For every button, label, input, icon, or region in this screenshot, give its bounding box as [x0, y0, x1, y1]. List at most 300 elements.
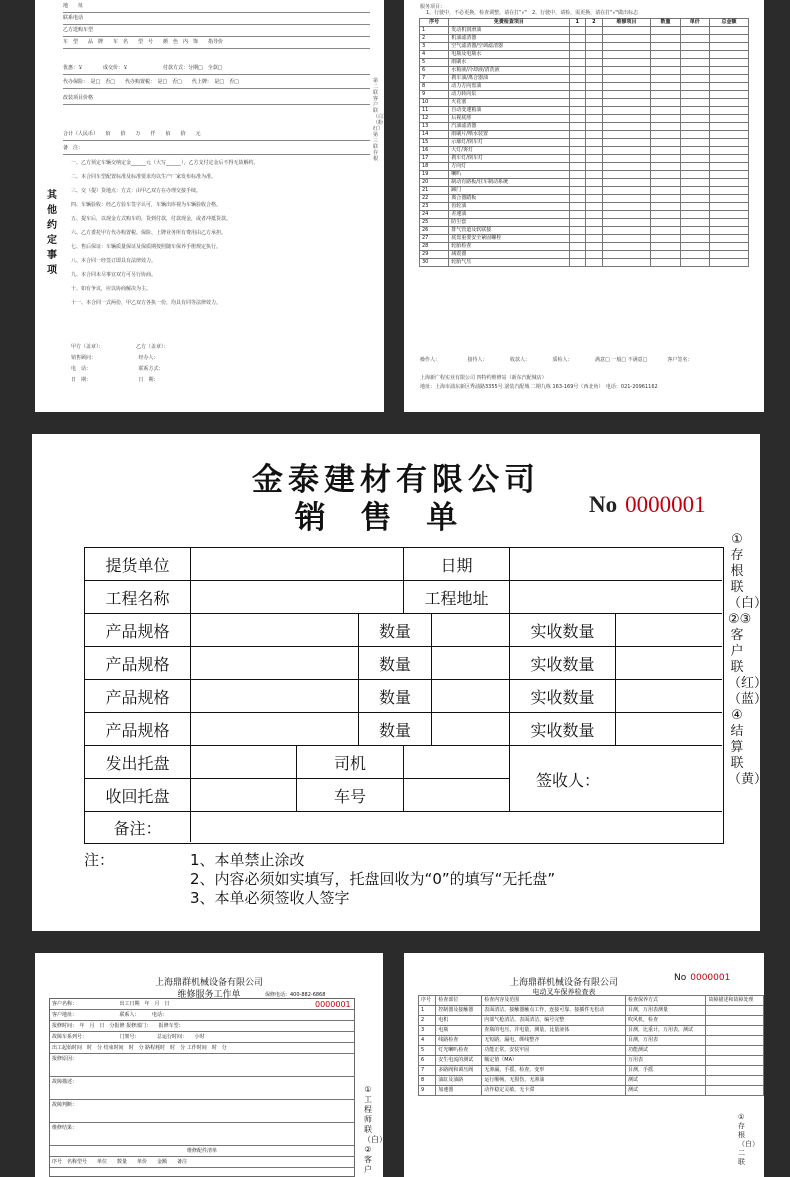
check-cell[interactable] — [602, 107, 651, 115]
check-cell[interactable] — [569, 251, 586, 259]
quantity-field[interactable] — [432, 680, 510, 713]
check-cell[interactable] — [569, 147, 586, 155]
check-cell[interactable] — [586, 179, 603, 187]
check-cell[interactable] — [569, 123, 586, 131]
check-cell[interactable] — [651, 155, 680, 163]
copy-customer: ②③客户联（红）（蓝） — [728, 612, 768, 707]
forklift-serial-label: No — [674, 973, 687, 983]
check-cell[interactable] — [680, 115, 709, 123]
check-row-index: 29 — [420, 251, 449, 259]
check-item: 电瓶及电瓶水 — [449, 51, 569, 59]
signer-label[interactable]: 签收人： — [510, 746, 722, 812]
check-row — [420, 51, 749, 59]
check-cell[interactable] — [709, 195, 748, 203]
forklift-cell: 8 — [419, 1076, 436, 1086]
company-line: 上海新广程实业有限公司 四特约维修站（新东汽配城店） — [420, 375, 547, 381]
check-cell[interactable] — [709, 155, 748, 163]
check-cell[interactable] — [680, 179, 709, 187]
check-cell[interactable] — [680, 155, 709, 163]
service-form — [49, 998, 355, 1177]
check-cell[interactable] — [586, 243, 603, 251]
contract-clauses — [71, 160, 367, 314]
check-cell[interactable] — [602, 251, 651, 259]
check-cell[interactable] — [569, 195, 586, 203]
check-cell[interactable] — [569, 155, 586, 163]
check-cell[interactable] — [651, 179, 680, 187]
check-cell[interactable] — [651, 195, 680, 203]
service-row[interactable]: 故障车系列号： 门架号： 总运行时间： 小时 — [50, 1032, 354, 1043]
check-cell[interactable] — [602, 195, 651, 203]
check-cell[interactable] — [709, 51, 748, 59]
plate-label: 车号 — [297, 779, 404, 812]
check-cell[interactable] — [586, 59, 603, 67]
check-cell[interactable] — [680, 243, 709, 251]
check-cell[interactable] — [586, 43, 603, 51]
check-cell[interactable] — [709, 139, 748, 147]
quantity-label: 数量 — [359, 713, 432, 746]
check-cell[interactable] — [680, 51, 709, 59]
check-cell[interactable] — [569, 107, 586, 115]
company-name: 金泰建材有限公司 — [252, 462, 540, 498]
service-row[interactable]: 客户地址： 联系人： 电话： — [50, 1010, 354, 1021]
check-cell[interactable] — [586, 99, 603, 107]
contract-row: 改装项目价格 — [63, 92, 370, 105]
check-cell[interactable] — [602, 235, 651, 243]
check-cell[interactable] — [602, 187, 651, 195]
check-cell[interactable] — [680, 59, 709, 67]
check-row-index: 6 — [420, 67, 449, 75]
received-qty-field[interactable] — [616, 614, 722, 647]
check-cell[interactable] — [680, 171, 709, 179]
check-cell[interactable] — [602, 139, 651, 147]
check-cell[interactable] — [680, 219, 709, 227]
forklift-cell: 灯光喇叭检查 — [436, 1046, 482, 1056]
forklift-fault-cell[interactable] — [706, 1076, 764, 1086]
copy-stub: ①存根联（白） — [728, 532, 768, 611]
check-item: 大灯/雾灯 — [449, 147, 569, 155]
check-cell[interactable] — [569, 75, 586, 83]
check-col-header: 维修项目 — [602, 19, 651, 27]
check-cell[interactable] — [651, 43, 680, 51]
forklift-cell: 9 — [419, 1086, 436, 1096]
check-cell[interactable] — [569, 91, 586, 99]
check-cell[interactable] — [680, 147, 709, 155]
check-cell[interactable] — [586, 171, 603, 179]
copy-legend — [728, 532, 768, 788]
check-cell[interactable] — [709, 67, 748, 75]
check-cell[interactable] — [680, 91, 709, 99]
check-cell[interactable] — [602, 163, 651, 171]
check-item: 雨刷片/喷水装置 — [449, 131, 569, 139]
check-cell[interactable] — [651, 219, 680, 227]
check-cell[interactable] — [586, 219, 603, 227]
check-row-index: 18 — [420, 163, 449, 171]
forklift-cell: 目测，手摇 — [625, 1066, 705, 1076]
check-item: 刹车灯/倒车灯 — [449, 155, 569, 163]
check-cell[interactable] — [680, 83, 709, 91]
service-row[interactable]: 报修时间： 年 月 日 分报修 报修部门： 报修车型： — [50, 1021, 354, 1032]
check-cell[interactable] — [602, 227, 651, 235]
check-cell[interactable] — [569, 67, 586, 75]
check-cell[interactable] — [651, 147, 680, 155]
check-cell[interactable] — [586, 195, 603, 203]
check-cell[interactable] — [651, 67, 680, 75]
check-cell[interactable] — [602, 147, 651, 155]
check-cell[interactable] — [569, 43, 586, 51]
service-row[interactable]: 维修配件清单 — [50, 1146, 354, 1157]
forklift-cell: 运行顺畅，无损伤，无渗油 — [482, 1076, 626, 1086]
forklift-title: 电动叉车保养检查表 — [532, 988, 596, 996]
check-cell[interactable] — [602, 171, 651, 179]
service-copy-label: ①工程师联（白）②客户 — [363, 1085, 387, 1174]
check-cell[interactable] — [586, 123, 603, 131]
check-cell[interactable] — [709, 171, 748, 179]
check-cell[interactable] — [651, 107, 680, 115]
date-field[interactable] — [510, 548, 722, 581]
check-cell[interactable] — [709, 83, 748, 91]
check-cell[interactable] — [680, 259, 709, 267]
check-cell[interactable] — [569, 179, 586, 187]
check-cell[interactable] — [569, 139, 586, 147]
check-cell[interactable] — [709, 27, 748, 35]
forklift-cell: 控制器及接触器 — [436, 1006, 482, 1016]
check-cell[interactable] — [651, 131, 680, 139]
service-row[interactable]: 序号 名称型号 单位 数量 单价 金额 备注 — [50, 1157, 354, 1168]
check-cell[interactable] — [602, 131, 651, 139]
check-cell[interactable] — [680, 43, 709, 51]
check-cell[interactable] — [709, 123, 748, 131]
check-cell[interactable] — [602, 243, 651, 251]
check-cell[interactable] — [709, 91, 748, 99]
check-cell[interactable] — [569, 227, 586, 235]
check-col-header: 2 — [586, 19, 603, 27]
check-row — [420, 83, 749, 91]
check-cell[interactable] — [569, 35, 586, 43]
check-cell[interactable] — [586, 131, 603, 139]
spec-field[interactable] — [191, 713, 359, 746]
check-cell[interactable] — [651, 251, 680, 259]
check-row — [420, 259, 749, 267]
check-cell[interactable] — [586, 155, 603, 163]
check-cell[interactable] — [651, 35, 680, 43]
service-row[interactable]: 出工起始时间 时 分 结束时间 时 分 路程耗时 时 分 工作时间 时 分 — [50, 1043, 354, 1054]
check-cell[interactable] — [602, 51, 651, 59]
contract-clause: 八、本合同一经签订即具有法律效力。 — [71, 258, 157, 264]
check-cell[interactable] — [586, 83, 603, 91]
forklift-cell: 测试 — [625, 1086, 705, 1096]
quantity-field[interactable] — [432, 713, 510, 746]
check-cell[interactable] — [586, 147, 603, 155]
check-col-header: 数量 — [651, 19, 680, 27]
forklift-row — [419, 1046, 764, 1056]
check-cell[interactable] — [569, 243, 586, 251]
check-cell[interactable] — [709, 211, 748, 219]
check-cell[interactable] — [586, 51, 603, 59]
check-cell[interactable] — [709, 131, 748, 139]
check-cell[interactable] — [586, 91, 603, 99]
check-cell[interactable] — [602, 83, 651, 91]
check-item: 动力方向盘油 — [449, 83, 569, 91]
check-cell[interactable] — [709, 59, 748, 67]
spec-field[interactable] — [191, 680, 359, 713]
quantity-field[interactable] — [432, 614, 510, 647]
forklift-serial-value: 0000001 — [690, 973, 731, 983]
check-cell[interactable] — [709, 251, 748, 259]
check-cell[interactable] — [709, 43, 748, 51]
forklift-fault-cell[interactable] — [706, 1016, 764, 1026]
check-cell[interactable] — [709, 259, 748, 267]
check-cell[interactable] — [602, 179, 651, 187]
forklift-fault-cell[interactable] — [706, 1046, 764, 1056]
check-item: 底盘重要安全紧固螺栓 — [449, 235, 569, 243]
quantity-label: 数量 — [359, 614, 432, 647]
check-cell[interactable] — [602, 115, 651, 123]
check-row-index: 2 — [420, 35, 449, 43]
check-cell[interactable] — [569, 115, 586, 123]
check-cell[interactable] — [602, 211, 651, 219]
forklift-fault-cell[interactable] — [706, 1026, 764, 1036]
check-cell[interactable] — [680, 99, 709, 107]
check-cell[interactable] — [680, 131, 709, 139]
spec-field[interactable] — [191, 647, 359, 680]
note-line: 3、本单必须签收人签字 — [190, 889, 350, 907]
check-cell[interactable] — [651, 243, 680, 251]
check-cell[interactable] — [709, 235, 748, 243]
check-cell[interactable] — [586, 75, 603, 83]
check-cell[interactable] — [569, 59, 586, 67]
check-cell[interactable] — [709, 243, 748, 251]
project-address-field[interactable] — [510, 581, 722, 614]
check-cell[interactable] — [586, 67, 603, 75]
check-row — [420, 171, 749, 179]
check-cell[interactable] — [602, 67, 651, 75]
check-cell[interactable] — [651, 59, 680, 67]
check-cell[interactable] — [586, 211, 603, 219]
check-cell[interactable] — [602, 27, 651, 35]
check-cell[interactable] — [602, 43, 651, 51]
forklift-cell: 多路阀和调压阀 — [436, 1066, 482, 1076]
check-cell[interactable] — [586, 35, 603, 43]
check-row-index: 21 — [420, 187, 449, 195]
forklift-serial — [674, 973, 730, 983]
check-row-index: 11 — [420, 107, 449, 115]
check-cell[interactable] — [569, 163, 586, 171]
check-cell[interactable] — [651, 139, 680, 147]
pallet-out-field[interactable] — [191, 746, 297, 779]
check-cell[interactable] — [680, 251, 709, 259]
forklift-fault-cell[interactable] — [706, 1006, 764, 1016]
forklift-sheet-panel — [404, 953, 764, 1177]
check-cell[interactable] — [651, 99, 680, 107]
check-cell[interactable] — [569, 235, 586, 243]
contract-clause: 一、乙方预定车辆交纳定金______元（大写______），乙方支付定金后不得无故解约。 — [71, 160, 259, 166]
forklift-fault-cell[interactable] — [706, 1086, 764, 1096]
check-cell[interactable] — [680, 75, 709, 83]
check-cell[interactable] — [651, 203, 680, 211]
check-cell[interactable] — [586, 259, 603, 267]
check-cell[interactable] — [602, 75, 651, 83]
forklift-cell: 目测，万用表 — [625, 1036, 705, 1046]
received-qty-field[interactable] — [616, 647, 722, 680]
check-cell[interactable] — [651, 51, 680, 59]
service-title: 维修服务工作单 — [177, 990, 241, 1000]
check-cell[interactable] — [586, 115, 603, 123]
received-qty-field[interactable] — [616, 680, 722, 713]
check-cell[interactable] — [602, 35, 651, 43]
project-name-field[interactable] — [191, 581, 404, 614]
remark-field[interactable] — [191, 812, 722, 842]
driver-field[interactable] — [404, 746, 510, 779]
check-cell[interactable] — [586, 235, 603, 243]
check-item: 动力转向泵 — [449, 91, 569, 99]
service-row[interactable]: 报修原因： — [50, 1054, 354, 1077]
check-cell[interactable] — [680, 27, 709, 35]
spec-field[interactable] — [191, 614, 359, 647]
check-cell[interactable] — [569, 131, 586, 139]
check-row — [420, 131, 749, 139]
plate-field[interactable] — [404, 779, 510, 812]
check-cell[interactable] — [569, 187, 586, 195]
check-cell[interactable] — [709, 219, 748, 227]
check-item: 水箱液/冷却液/清洗液 — [449, 67, 569, 75]
forklift-fault-cell[interactable] — [706, 1036, 764, 1046]
copy-edge-text: 第二联客户联（白）（粉红）第三联存根 — [373, 78, 389, 162]
forklift-cell: 目测，万用表测量 — [625, 1006, 705, 1016]
check-cell[interactable] — [680, 35, 709, 43]
check-cell[interactable] — [651, 115, 680, 123]
check-cell[interactable] — [680, 139, 709, 147]
forklift-row — [419, 1036, 764, 1046]
check-cell[interactable] — [709, 75, 748, 83]
check-cell[interactable] — [651, 259, 680, 267]
check-cell[interactable] — [602, 91, 651, 99]
check-cell[interactable] — [586, 203, 603, 211]
check-cell[interactable] — [680, 211, 709, 219]
check-cell[interactable] — [709, 107, 748, 115]
check-cell[interactable] — [602, 219, 651, 227]
check-cell[interactable] — [709, 147, 748, 155]
check-item: 方向灯 — [449, 163, 569, 171]
check-row-index: 4 — [420, 51, 449, 59]
forklift-row — [419, 1066, 764, 1076]
check-cell[interactable] — [709, 35, 748, 43]
check-cell[interactable] — [709, 203, 748, 211]
check-cell[interactable] — [569, 203, 586, 211]
check-cell[interactable] — [709, 163, 748, 171]
check-cell[interactable] — [709, 227, 748, 235]
check-cell[interactable] — [651, 163, 680, 171]
supplier-field[interactable] — [191, 548, 404, 581]
check-cell[interactable] — [586, 227, 603, 235]
forklift-col-header: 检查内容及范围 — [482, 996, 626, 1006]
check-cell[interactable] — [680, 107, 709, 115]
forklift-row — [419, 1076, 764, 1086]
check-cell[interactable] — [602, 155, 651, 163]
check-item: 火花塞 — [449, 99, 569, 107]
check-row — [420, 219, 749, 227]
check-cell[interactable] — [651, 227, 680, 235]
sales-order-form — [32, 434, 768, 931]
forklift-fault-cell[interactable] — [706, 1066, 764, 1076]
check-item: 喇叭 — [449, 171, 569, 179]
check-item: 排气管道及软联接 — [449, 227, 569, 235]
check-cell[interactable] — [586, 251, 603, 259]
pallet-back-field[interactable] — [191, 779, 297, 812]
check-cell[interactable] — [586, 163, 603, 171]
check-cell[interactable] — [602, 99, 651, 107]
service-row[interactable]: 维修结果： — [50, 1123, 354, 1146]
check-item: 蹄门 — [449, 187, 569, 195]
check-col-header: 1 — [569, 19, 586, 27]
forklift-cell: 油缸及油路 — [436, 1076, 482, 1086]
check-cell[interactable] — [680, 227, 709, 235]
check-cell[interactable] — [651, 91, 680, 99]
check-cell[interactable] — [680, 123, 709, 131]
service-row[interactable]: 故障描述： — [50, 1077, 354, 1100]
check-cell[interactable] — [680, 195, 709, 203]
check-cell[interactable] — [569, 51, 586, 59]
check-cell[interactable] — [709, 115, 748, 123]
received-qty-field[interactable] — [616, 713, 722, 746]
check-cell[interactable] — [680, 235, 709, 243]
check-cell[interactable] — [602, 59, 651, 67]
check-cell[interactable] — [586, 187, 603, 195]
check-cell[interactable] — [569, 219, 586, 227]
check-cell[interactable] — [651, 235, 680, 243]
check-cell[interactable] — [680, 67, 709, 75]
service-row[interactable]: 故障判断： — [50, 1100, 354, 1123]
check-cell[interactable] — [651, 27, 680, 35]
check-row-index: 12 — [420, 115, 449, 123]
check-cell[interactable] — [586, 139, 603, 147]
check-cell[interactable] — [709, 99, 748, 107]
check-cell[interactable] — [680, 203, 709, 211]
check-cell[interactable] — [651, 75, 680, 83]
check-row-index: 3 — [420, 43, 449, 51]
check-cell[interactable] — [680, 163, 709, 171]
forklift-cell: 1 — [419, 1006, 436, 1016]
contract-row: 地 址 — [63, 0, 370, 13]
check-cell[interactable] — [651, 83, 680, 91]
contract-form-panel — [35, 0, 389, 412]
check-cell[interactable] — [680, 187, 709, 195]
check-row-index: 28 — [420, 243, 449, 251]
check-cell[interactable] — [709, 179, 748, 187]
check-cell[interactable] — [602, 259, 651, 267]
spec-label: 产品规格 — [85, 647, 191, 680]
check-cell[interactable] — [651, 123, 680, 131]
quantity-field[interactable] — [432, 647, 510, 680]
check-cell[interactable] — [569, 171, 586, 179]
service-row[interactable]: 客户名称： 出工日期 年 月 日 — [50, 999, 354, 1010]
check-cell[interactable] — [569, 83, 586, 91]
check-cell[interactable] — [569, 211, 586, 219]
check-cell[interactable] — [602, 203, 651, 211]
check-cell[interactable] — [651, 187, 680, 195]
copy-settlement: ④结算联（黄） — [728, 708, 768, 787]
check-cell[interactable] — [651, 171, 680, 179]
check-cell[interactable] — [651, 211, 680, 219]
check-row — [420, 187, 749, 195]
check-cell[interactable] — [569, 27, 586, 35]
check-cell[interactable] — [586, 107, 603, 115]
check-cell[interactable] — [709, 187, 748, 195]
forklift-fault-cell[interactable] — [706, 1056, 764, 1066]
check-cell[interactable] — [569, 99, 586, 107]
check-cell[interactable] — [569, 259, 586, 267]
check-cell[interactable] — [602, 123, 651, 131]
check-cell[interactable] — [586, 27, 603, 35]
